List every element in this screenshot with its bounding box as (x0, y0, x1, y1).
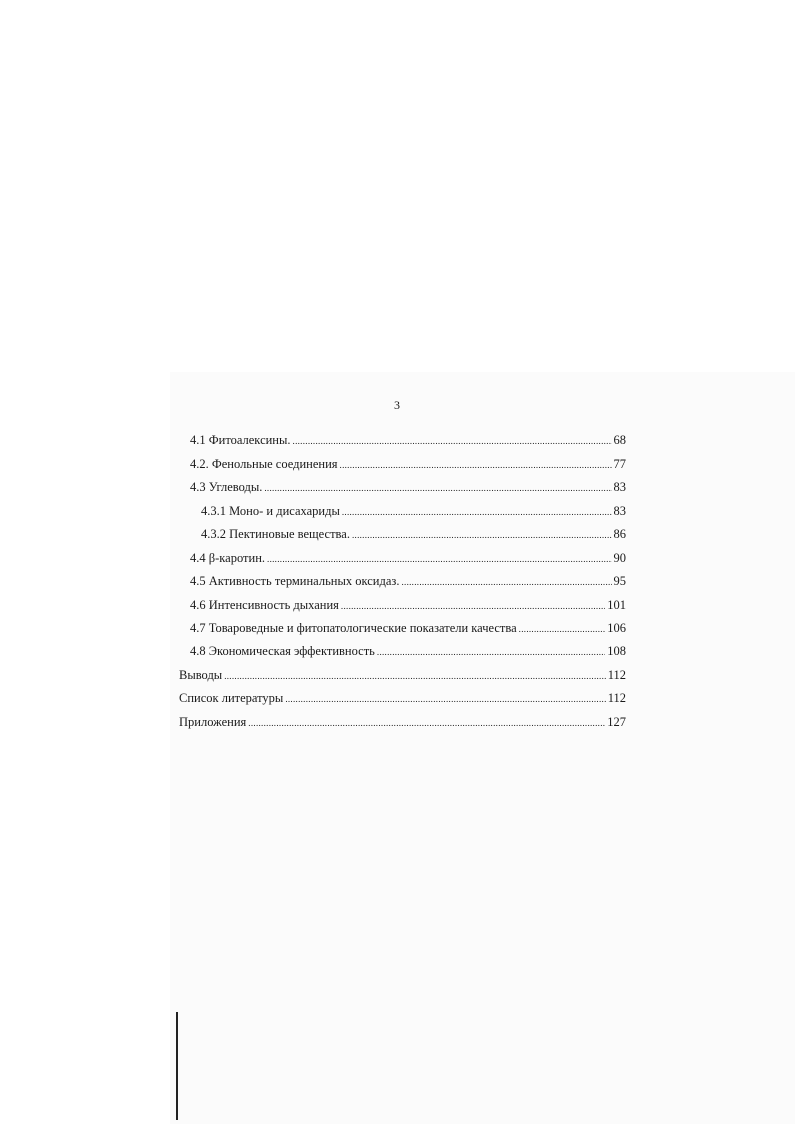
toc-entry[interactable] (179, 667, 626, 684)
toc-entry-title: 4.6 Интенсивность дыхания (190, 598, 339, 612)
toc-entry-page: 83 (613, 480, 626, 494)
toc-entry[interactable] (179, 714, 626, 731)
toc-entry[interactable] (190, 432, 626, 449)
toc-leader-dots (342, 503, 612, 520)
toc-entry[interactable] (190, 597, 626, 614)
toc-entry[interactable] (190, 456, 626, 473)
toc-leader-dots (341, 597, 605, 614)
toc-leader-dots (285, 690, 605, 707)
toc-entry[interactable] (190, 550, 626, 567)
toc-leader-dots (224, 667, 606, 684)
toc-entry-page: 83 (613, 504, 626, 518)
toc-entry-title: Приложения (179, 715, 247, 729)
toc-leader-dots (519, 620, 606, 637)
toc-entry-page: 106 (607, 621, 626, 635)
toc-entry-page: 127 (607, 715, 626, 729)
toc-entry-page: 95 (613, 574, 626, 588)
toc-entry[interactable] (190, 620, 626, 637)
toc-entry-page: 101 (607, 598, 626, 612)
toc-entry-title: 4.5 Активность терминальных оксидаз. (190, 574, 400, 588)
toc-entry[interactable] (179, 690, 626, 707)
toc-entry-page: 68 (613, 433, 626, 447)
toc-leader-dots (264, 479, 611, 496)
toc-entry-title: Выводы (179, 668, 223, 682)
toc-entry-title: 4.1 Фитоалексины. (190, 433, 291, 447)
toc-entry-page: 90 (613, 551, 626, 565)
toc-entry-title: 4.7 Товароведные и фитопатологические показатели качества (190, 621, 517, 635)
toc-entry-title: 4.3.1 Моно- и дисахариды (201, 504, 340, 518)
page-number: 3 (394, 398, 400, 412)
toc-entry[interactable] (190, 479, 626, 496)
scan-margin-line (176, 1012, 178, 1120)
toc-leader-dots (377, 643, 605, 660)
toc-entry-page: 86 (613, 527, 626, 541)
toc-leader-dots (401, 573, 611, 590)
toc-entry-title: Список литературы (179, 691, 284, 705)
toc-leader-dots (352, 526, 612, 543)
toc-leader-dots (340, 456, 612, 473)
toc-entry-page: 77 (613, 457, 626, 471)
toc-entry-page: 112 (607, 691, 626, 705)
toc-entry-title: 4.3 Углеводы. (190, 480, 263, 494)
toc-leader-dots (267, 550, 611, 567)
toc-entry-title: 4.2. Фенольные соединения (190, 457, 338, 471)
toc-leader-dots (293, 432, 612, 449)
toc-entry[interactable] (201, 526, 626, 543)
toc-entry[interactable] (201, 503, 626, 520)
toc-entry-page: 112 (607, 668, 626, 682)
toc-entry-title: 4.3.2 Пектиновые вещества. (201, 527, 350, 541)
toc-entry[interactable] (190, 643, 626, 660)
toc-entry[interactable] (190, 573, 626, 590)
toc-entry-title: 4.4 β-каротин. (190, 551, 266, 565)
toc-leader-dots (248, 714, 605, 731)
toc-entry-title: 4.8 Экономическая эффективность (190, 644, 375, 658)
toc-entry-page: 108 (607, 644, 626, 658)
